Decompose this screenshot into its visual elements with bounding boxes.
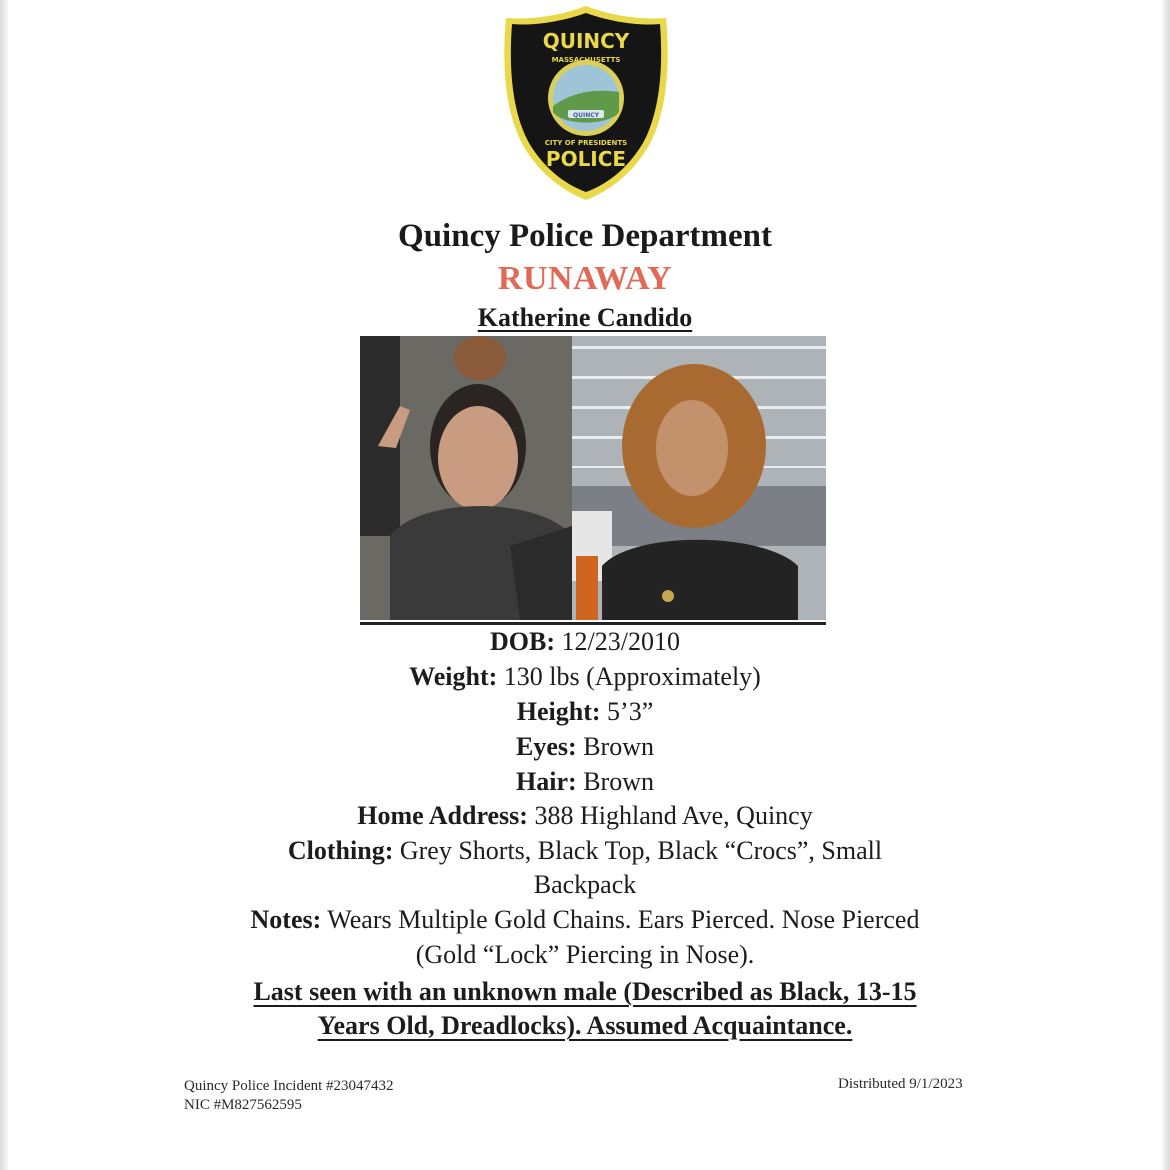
person-name xyxy=(0,303,1170,333)
missing-person-photo-1 xyxy=(360,336,572,620)
field-hair xyxy=(0,765,1170,799)
field-hair-value: Brown xyxy=(576,767,654,796)
field-eyes xyxy=(0,730,1170,764)
badge-state-text: MASSACHUSETTS xyxy=(551,56,621,64)
field-clothing-continued xyxy=(0,868,1170,902)
last-seen-line-2 xyxy=(0,1009,1170,1043)
field-notes-label: Notes: xyxy=(250,905,322,934)
field-height-value: 5’3” xyxy=(600,697,654,726)
nic-number: NIC #M827562595 xyxy=(184,1097,302,1113)
field-notes-continued xyxy=(0,938,1170,972)
field-home-address-label: Home Address: xyxy=(357,801,528,830)
photo-1-illustration xyxy=(360,336,572,620)
field-clothing-value-line2: Backpack xyxy=(533,870,637,899)
field-dob xyxy=(0,625,1170,659)
badge-seal-text: QUINCY xyxy=(573,112,599,119)
field-clothing xyxy=(0,834,1170,868)
incident-number: Quincy Police Incident #23047432 xyxy=(184,1078,394,1094)
badge-motto-text: CITY OF PRESIDENTS xyxy=(544,139,628,147)
badge-bottom-text: POLICE xyxy=(545,147,627,171)
field-notes xyxy=(0,903,1170,937)
field-clothing-label: Clothing: xyxy=(287,836,394,865)
footer-case-numbers xyxy=(184,1077,394,1115)
person-name-text: Katherine Candido xyxy=(477,303,693,332)
field-home-address-value: 388 Highland Ave, Quincy xyxy=(527,801,813,830)
field-eyes-value: Brown xyxy=(576,732,654,761)
photo-strip xyxy=(360,336,826,620)
badge-top-text: QUINCY xyxy=(542,29,630,53)
field-notes-value-line2: (Gold “Lock” Piercing in Nose). xyxy=(415,940,755,969)
field-notes-value-line1: Wears Multiple Gold Chains. Ears Pierced. Nose Pierced xyxy=(321,905,920,934)
last-seen-line-1 xyxy=(0,975,1170,1009)
field-height-label: Height: xyxy=(516,697,601,726)
field-hair-label: Hair: xyxy=(516,767,577,796)
status-heading: RUNAWAY xyxy=(497,260,673,297)
photo-2-illustration xyxy=(572,336,826,620)
field-dob-label: DOB: xyxy=(490,627,556,656)
distributed-date: Distributed 9/1/2023 xyxy=(838,1076,963,1092)
field-clothing-value-line1: Grey Shorts, Black Top, Black “Crocs”, Small xyxy=(393,836,883,865)
last-seen-text-1: Last seen with an unknown male (Described as Black, 13-15 xyxy=(253,977,917,1006)
field-weight-value: 130 lbs (Approximately) xyxy=(497,662,761,691)
field-eyes-label: Eyes: xyxy=(516,732,577,761)
last-seen-text-2: Years Old, Dreadlocks). Assumed Acquaintance. xyxy=(317,1011,853,1040)
police-badge-logo xyxy=(500,2,672,204)
field-weight xyxy=(0,660,1170,694)
missing-person-photo-2 xyxy=(572,336,826,620)
field-height xyxy=(0,695,1170,729)
field-home-address xyxy=(0,799,1170,833)
department-title: Quincy Police Department xyxy=(398,218,772,254)
field-dob-value: 12/23/2010 xyxy=(555,627,680,656)
field-weight-label: Weight: xyxy=(409,662,498,691)
